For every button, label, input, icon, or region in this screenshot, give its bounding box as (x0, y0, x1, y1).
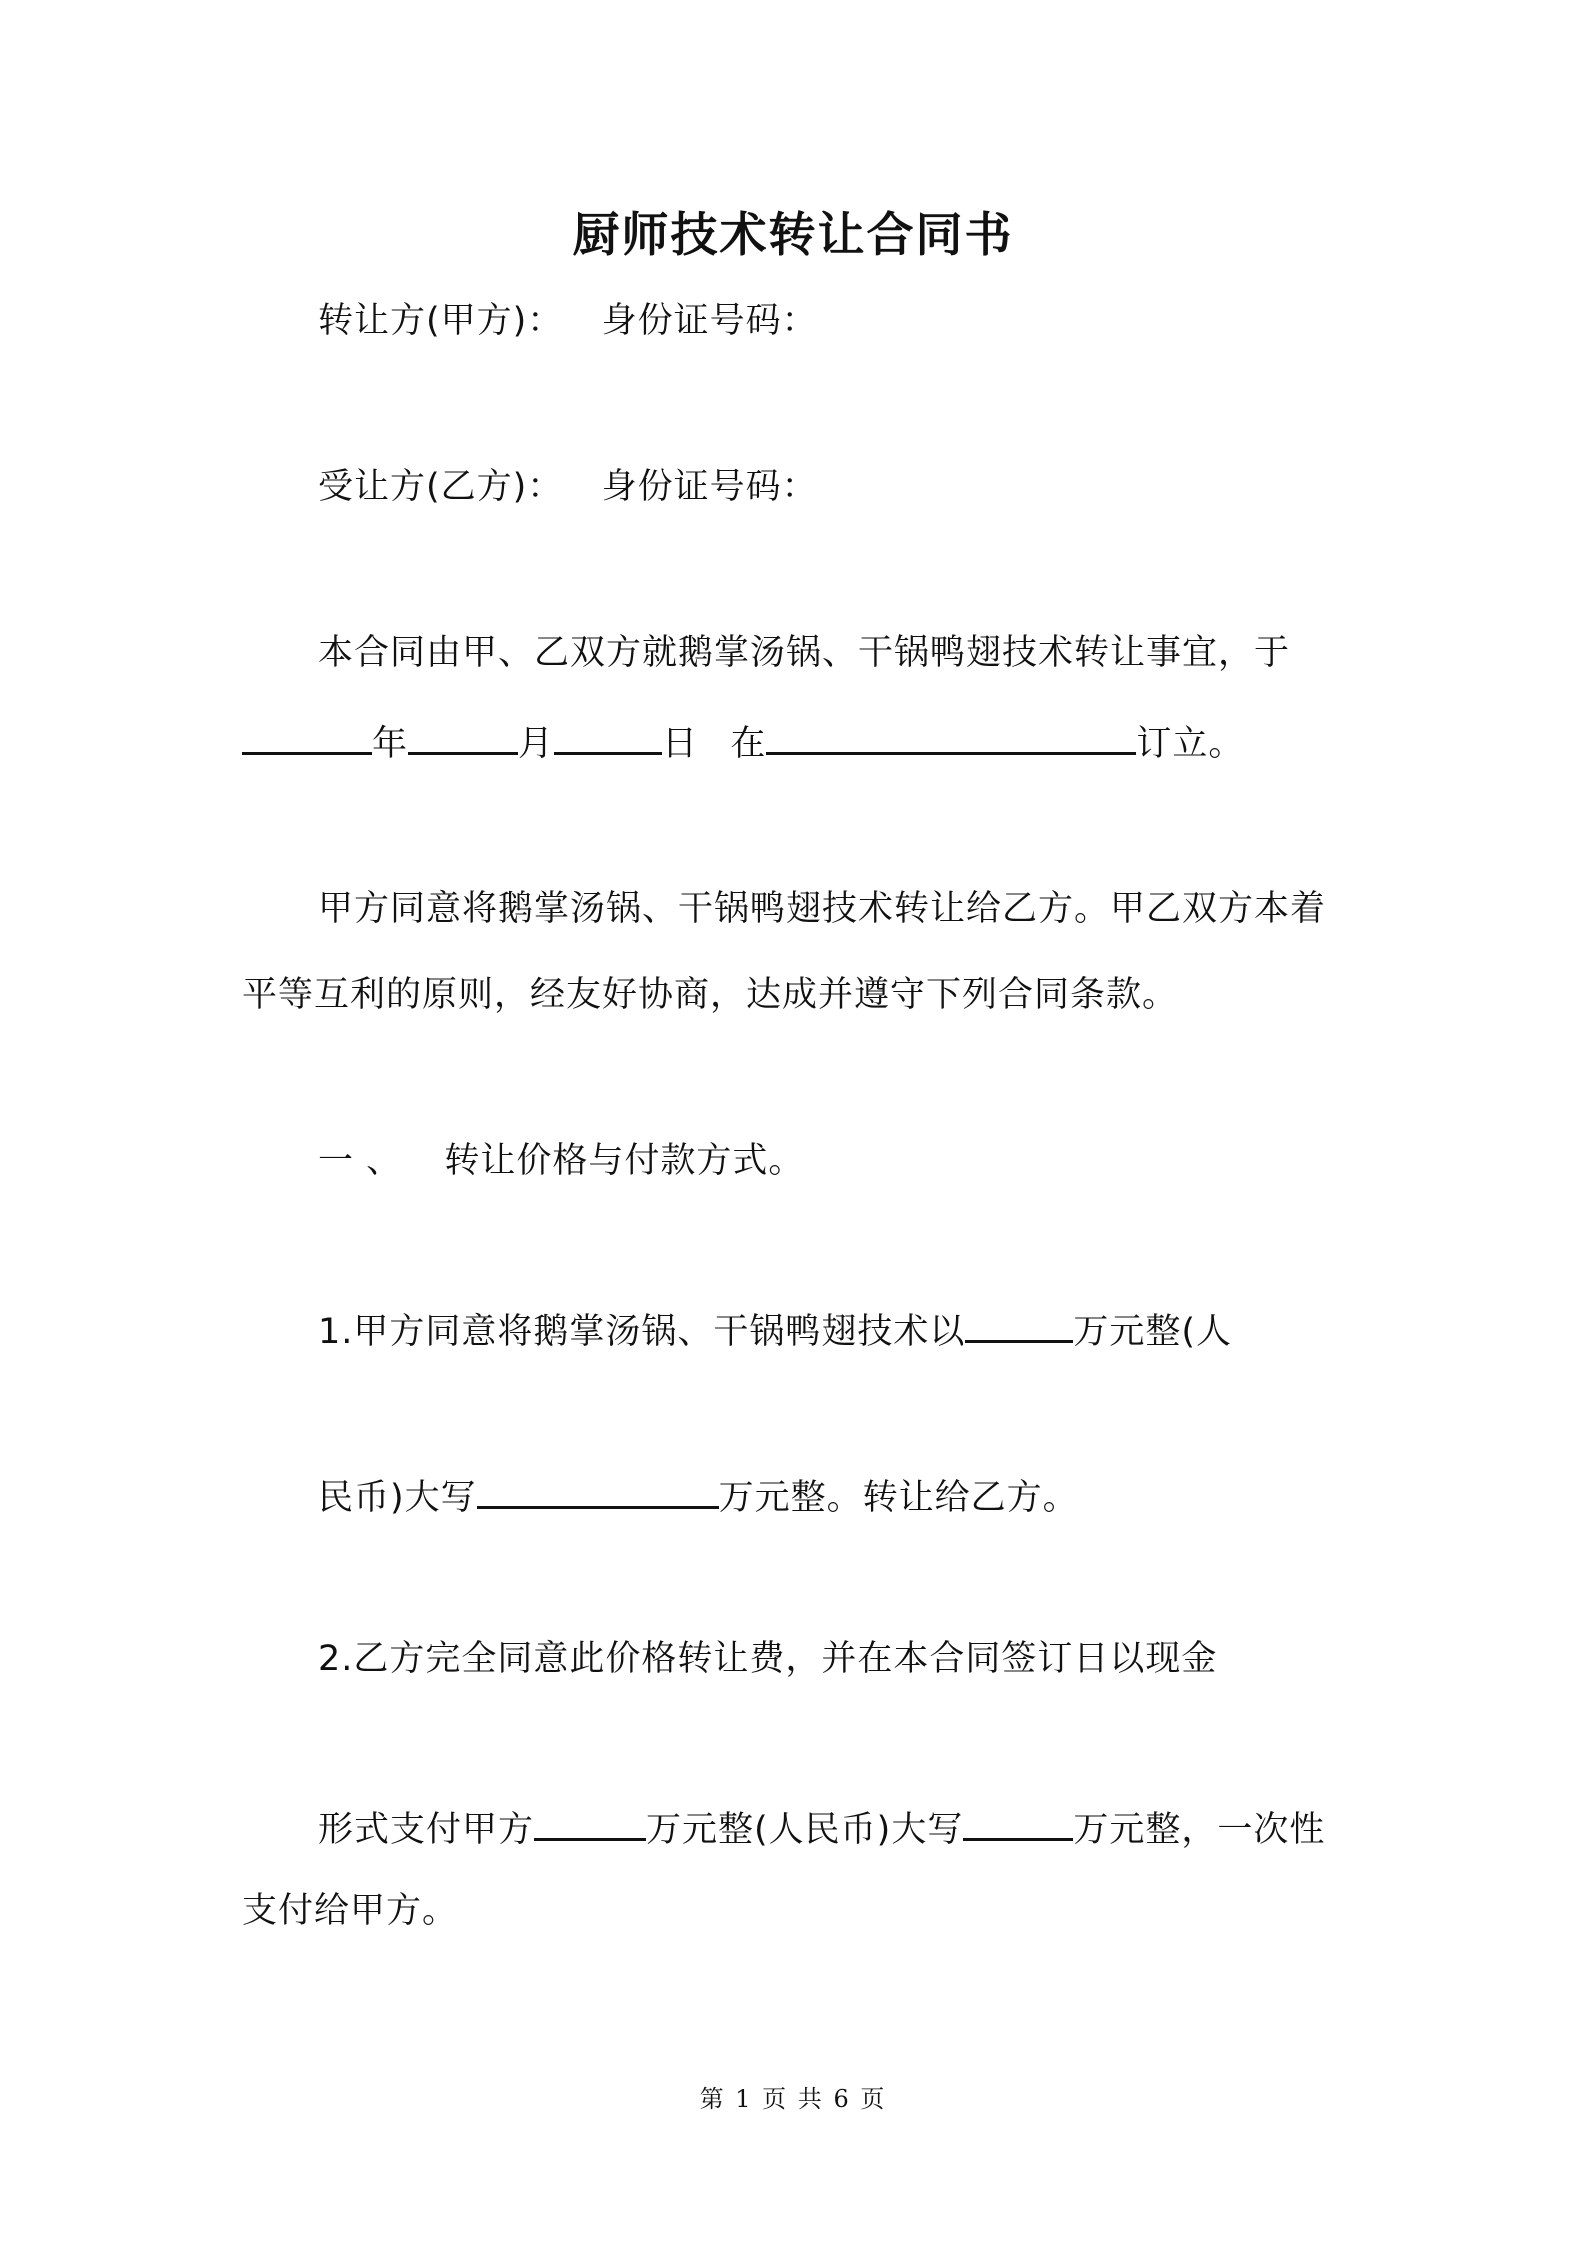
clause-2-line-1: 2.乙方完全同意此价格转让费，并在本合同签订日以现金 (318, 1639, 1218, 1679)
clause-1-line-1 (318, 1304, 1232, 1355)
agreement-line-2: 平等互利的原则，经友好协商，达成并遵守下列合同条款。 (242, 975, 1179, 1015)
party-a-label: 转让方(甲方)： (318, 301, 564, 341)
party-b-id-label: 身份证号码： (601, 467, 818, 507)
at-label: 在 (730, 724, 767, 764)
party-b-label: 受让方(乙方)： (318, 467, 564, 507)
clause-1-line2-prefix: 民币)大写 (318, 1478, 477, 1518)
payment-uppercase-blank[interactable] (963, 1802, 1073, 1841)
clause-2-line-2 (318, 1802, 1325, 1853)
clause-2-line2-suffix: 万元整，一次性 (1073, 1810, 1326, 1850)
section-1-heading (318, 1138, 804, 1184)
party-b-line (318, 464, 818, 510)
section-1-number: 一 、 (318, 1141, 403, 1181)
clause-1-line-2 (318, 1470, 1079, 1521)
section-1-title: 转让价格与付款方式。 (444, 1141, 805, 1181)
party-a-line (318, 298, 818, 344)
intro-line-1: 本合同由甲、乙双方就鹅掌汤锅、干锅鸭翅技术转让事宜，于 (318, 633, 1291, 673)
clause-1-prefix: 1.甲方同意将鹅掌汤锅、干锅鸭翅技术以 (318, 1312, 966, 1352)
year-blank[interactable] (242, 716, 372, 755)
clause-1-line2-suffix: 万元整。转让给乙方。 (718, 1478, 1079, 1518)
payment-blank[interactable] (534, 1802, 646, 1841)
clause-2-line2-prefix: 形式支付甲方 (318, 1810, 535, 1850)
clause-2-line-3: 支付给甲方。 (242, 1891, 459, 1931)
page-footer: 第 1 页 共 6 页 (699, 2085, 887, 2113)
day-label: 日 (662, 724, 699, 764)
agreement-line-1: 甲方同意将鹅掌汤锅、干锅鸭翅技术转让给乙方。甲乙双方本着 (318, 889, 1327, 929)
day-blank[interactable] (554, 716, 662, 755)
clause-1-suffix: 万元整(人 (1073, 1312, 1233, 1352)
month-label: 月 (518, 724, 555, 764)
year-label: 年 (372, 724, 409, 764)
price-uppercase-blank[interactable] (477, 1470, 719, 1509)
party-a-id-label: 身份证号码： (601, 301, 818, 341)
document-title: 厨师技术转让合同书 (572, 208, 1014, 263)
place-blank[interactable] (766, 716, 1136, 755)
intro-line-2 (242, 716, 1244, 767)
month-blank[interactable] (408, 716, 518, 755)
price-blank[interactable] (965, 1304, 1073, 1343)
signed-label: 订立。 (1136, 724, 1245, 764)
clause-2-line2-mid: 万元整(人民币)大写 (646, 1810, 964, 1850)
